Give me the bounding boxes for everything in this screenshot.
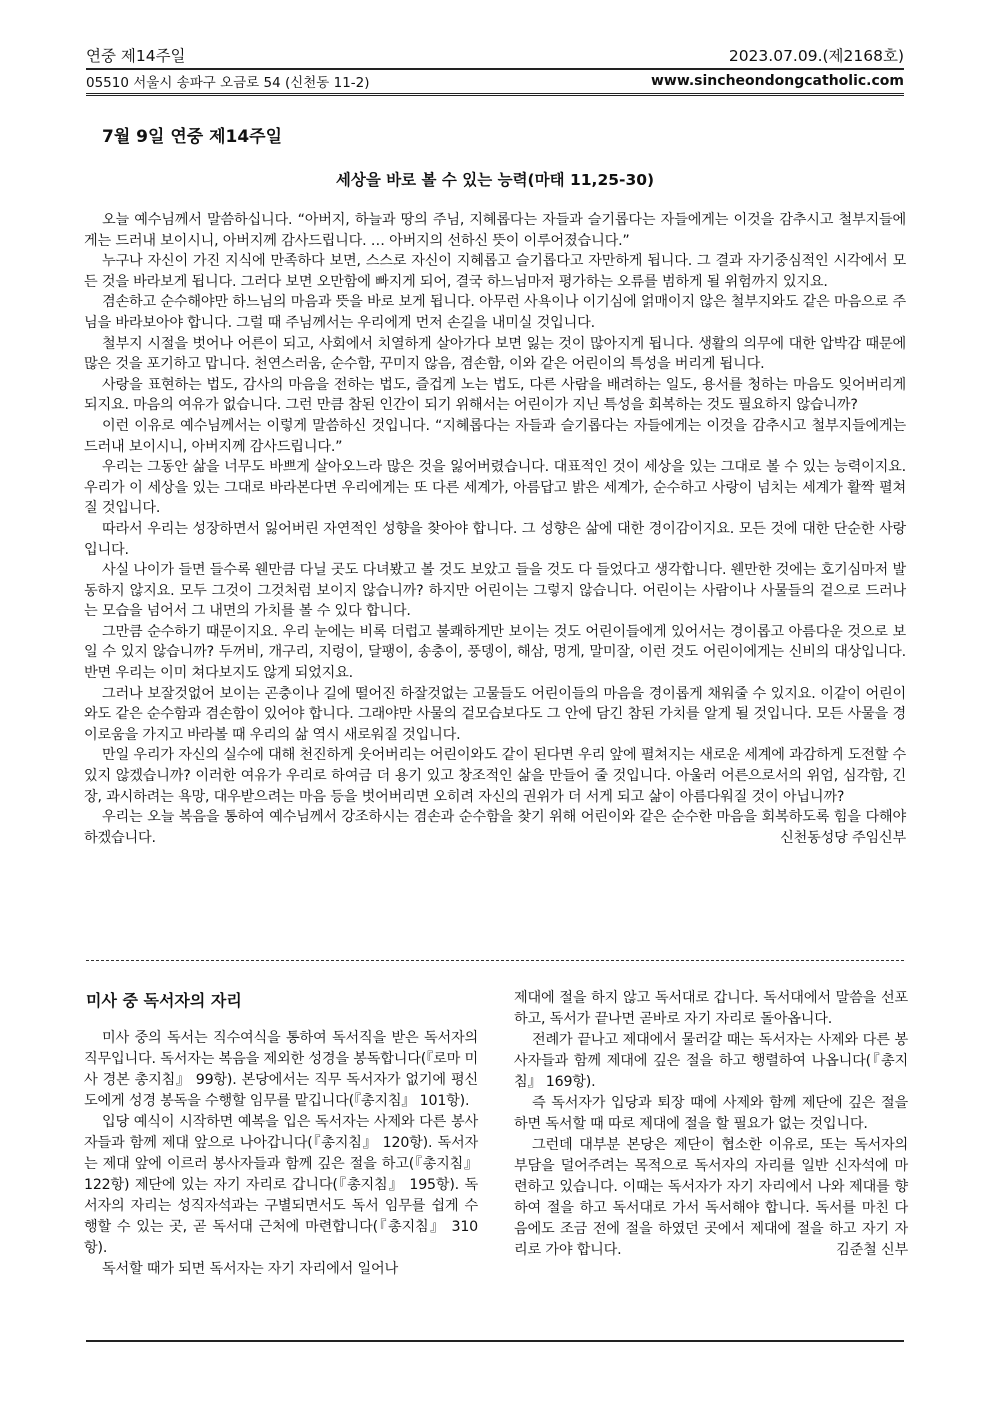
parish-address: 05510 서울시 송파구 오금로 54 (신천동 11-2) xyxy=(86,75,370,91)
homily-paragraph: 오늘 예수님께서 말씀하십니다. “아버지, 하늘과 땅의 주님, 지혜롭다는 자들과 슬기롭다는 자들에게는 이것을 감추시고 철부지들에게는 드러내 보이시니, 아버지께 감사드립니다. … 아버지의 선하신 뜻이 이루어졌습니다.” xyxy=(84,212,906,249)
issue-title: 연중 제14주일 xyxy=(86,47,186,65)
homily-paragraph: 사랑을 표현하는 법도, 감사의 마음을 전하는 법도, 즐겁게 노는 법도, 다른 사람을 배려하는 일도, 용서를 청하는 마음도 잊어버리게 되지요. 마음의 여유가 없습니다. 그런 만큼 참된 인간이 되기 위해서는 어린이가 지닌 특성을 회복하는 것도 필요하지 않습니까? xyxy=(84,376,906,414)
reader-paragraph: 미사 중의 독서는 직수여식을 통하여 독서직을 받은 독서자의 직무입니다. 독서자는 복음을 제외한 성경을 봉독합니다(『로마 미사 경본 총지침』 99항). 본당에서는 직무 독서자가 없기에 평신도에게 성경 봉독을 수행할 임무를 맡깁니다(『총지침』 101항). xyxy=(84,1030,478,1109)
homily-paragraph: 사실 나이가 들면 들수록 웬만큼 다닐 곳도 다녀봤고 볼 것도 보았고 들을 것도 다 들었다고 생각합니다. 웬만한 것에는 호기심마저 발동하지 않지요. 모두 그것이 그것처럼 보이지 않습니까? 하지만 어린이는 그렇지 않습니다. 어린이는 사람이나 사물들의 겉으로 드러나는 모습을 넘어서 그 내면의 가치를 볼 수 있다 합니다. xyxy=(84,562,906,620)
homily-paragraph: 이런 이유로 예수님께서는 이렇게 말씀하신 것입니다. “지혜롭다는 자들과 슬기롭다는 자들에게는 이것을 감추시고 철부지들에게는 드러내 보이시니, 아버지께 감사드립니다.” xyxy=(84,417,906,455)
homily-subtitle: 세상을 바로 볼 수 있는 능력(마태 11,25-30) xyxy=(335,171,655,189)
issue-date: 2023.07.09.(제2168호) xyxy=(728,47,904,65)
page-subheader xyxy=(86,72,904,96)
reader-paragraph: 입당 예식이 시작하면 예복을 입은 독서자는 사제와 다른 봉사자들과 함께 제대 앞으로 나아갑니다(『총지침』 120항). 독서자는 제대 앞에 이르러 봉사자들과 함께 깊은 절을 하고(『총지침』 122항) 제단에 있는 자기 자리로 갑니다(『총지침』 195항). 독서자의 자리는 성직자석과는 구별되면서도 독서 임무를 쉽게 수행할 수 있는 곳, 곧 독서대 근처에 마련합니다(『총지침』 310항). xyxy=(84,1114,478,1256)
reader-paragraph: 그런데 대부분 본당은 제단이 협소한 이유로, 또는 독서자의 부담을 덜어주려는 목적으로 독서자의 자리를 일반 신자석에 마련하고 있습니다. 이때는 독서자가 자기 자리에서 나와 제대를 향하여 절을 하고 독서대로 가서 독서해야 합니다. 독서를 마친 다음에도 조금 전에 절을 하였던 곳에서 제대에 절을 하고 자기 자리로 가야 합니다. xyxy=(514,1137,908,1258)
homily-paragraph: 우리는 그동안 삶을 너무도 바쁘게 살아오느라 많은 것을 잃어버렸습니다. 대표적인 것이 세상을 있는 그대로 볼 수 있는 능력이지요. 우리가 이 세상을 있는 그대로 바라본다면 우리에게는 또 다른 세계가, 아름답고 밝은 세계가, 순수하고 사랑이 넘치는 세계가 활짝 펼쳐질 것입니다. xyxy=(84,459,906,517)
homily-paragraph: 우리는 오늘 복음을 통하여 예수님께서 강조하시는 겸손과 순수함을 찾기 위해 어린이와 같은 순수한 마음을 회복하도록 힘을 다해야 하겠습니다. xyxy=(84,809,906,846)
reader-signature: 김준철 신부 xyxy=(836,1242,908,1258)
homily-paragraph: 따라서 우리는 성장하면서 잃어버린 자연적인 성향을 찾아야 합니다. 그 성향은 삶에 대한 경이감이지요. 모든 것에 대한 단순한 사랑입니다. xyxy=(84,520,906,558)
homily-paragraph: 그만큼 순수하기 때문이지요. 우리 눈에는 비록 더럽고 불쾌하게만 보이는 것도 어린이들에게 있어서는 경이롭고 아름다운 것으로 보일 수 있지 않습니까? 두꺼비, 개구리, 지렁이, 달팽이, 송충이, 풍뎅이, 해삼, 멍게, 말미잘, 이런 것도 어린이에게는 신비의 대상입니다. 반면 우리는 이미 쳐다보지도 않게 되었지요. xyxy=(84,623,906,682)
homily-body xyxy=(84,210,906,848)
bottom-rule xyxy=(86,1340,904,1342)
homily-paragraph: 만일 우리가 자신의 실수에 대해 천진하게 웃어버리는 어린이와도 같이 된다면 우리 앞에 펼쳐지는 새로운 세계에 과감하게 도전할 수 있지 않겠습니까? 이러한 여유가 우리로 하여금 더 용기 있고 창조적인 삶을 만들어 줄 것입니다. 아울러 어른으로서의 위엄, 심각함, 긴장, 과시하려는 욕망, 대우받으려는 마음 등을 벗어버리면 오히려 자신의 권위가 더 서게 되고 삶이 아름다워질 것이 아닙니까? xyxy=(84,747,906,805)
homily-signature: 신천동성당 주임신부 xyxy=(780,829,906,846)
page-header xyxy=(86,38,904,70)
parish-url[interactable]: www.sincheondongcatholic.com xyxy=(650,73,904,89)
reader-left-column xyxy=(84,1028,478,1280)
reader-paragraph: 전례가 끝나고 제대에서 물러갈 때는 독서자는 사제와 다른 봉사자들과 함께 제대에 깊은 절을 하고 행렬하여 나옵니다(『총지침』 169항). xyxy=(514,1032,908,1090)
reader-right-column xyxy=(514,988,908,1261)
homily-paragraph: 그러나 보잘것없어 보이는 곤충이나 길에 떨어진 하잘것없는 고물들도 어린이들의 마음을 경이롭게 채워줄 수 있지요. 이같이 어린이와도 같은 순수함과 겸손함이 있어야 합니다. 그래야만 사물의 겉모습보다도 그 안에 담긴 참된 가치를 알게 될 것입니다. 모든 사물을 경이로움을 가지고 바라볼 때 우리의 삶 역시 새로워질 것입니다. xyxy=(84,685,906,743)
page-title: 7월 9일 연중 제14주일 xyxy=(102,127,283,147)
reader-paragraph: 독서할 때가 되면 독서자는 자기 자리에서 일어나 xyxy=(102,1261,398,1277)
reader-section-title: 미사 중 독서자의 자리 xyxy=(86,991,242,1010)
section-divider xyxy=(86,960,904,961)
reader-paragraph: 즉 독서자가 입당과 퇴장 때에 사제와 함께 제단에 깊은 절을 하면 독서할 때 따로 제대에 절을 할 필요가 없는 것입니다. xyxy=(514,1095,908,1132)
reader-paragraph: 제대에 절을 하지 않고 독서대로 갑니다. 독서대에서 말씀을 선포하고, 독서가 끝나면 곧바로 자기 자리로 돌아옵니다. xyxy=(514,990,908,1027)
homily-paragraph: 누구나 자신이 가진 지식에 만족하다 보면, 스스로 자신이 지혜롭고 슬기롭다고 자만하게 됩니다. 그 결과 자기중심적인 시각에서 모든 것을 바라보게 됩니다. 그러다 보면 오만함에 빠지게 되어, 결국 하느님마저 평가하는 오류를 범하게 될 위험까지 있지요. xyxy=(84,253,906,290)
homily-paragraph: 철부지 시절을 벗어나 어른이 되고, 사회에서 치열하게 살아가다 보면 잃는 것이 많아지게 됩니다. 생활의 의무에 대한 압박감 때문에 많은 것을 포기하고 맙니다. 천연스러움, 순수함, 꾸미지 않음, 겸손함, 이와 같은 어린이의 특성을 버리게 됩니다. xyxy=(84,335,906,373)
homily-paragraph: 겸손하고 순수해야만 하느님의 마음과 뜻을 바로 보게 됩니다. 아무런 사욕이나 이기심에 얽매이지 않은 철부지와도 같은 마음으로 주님을 바라보아야 합니다. 그럴 때 주님께서는 우리에게 먼저 손길을 내미실 것입니다. xyxy=(84,294,906,331)
